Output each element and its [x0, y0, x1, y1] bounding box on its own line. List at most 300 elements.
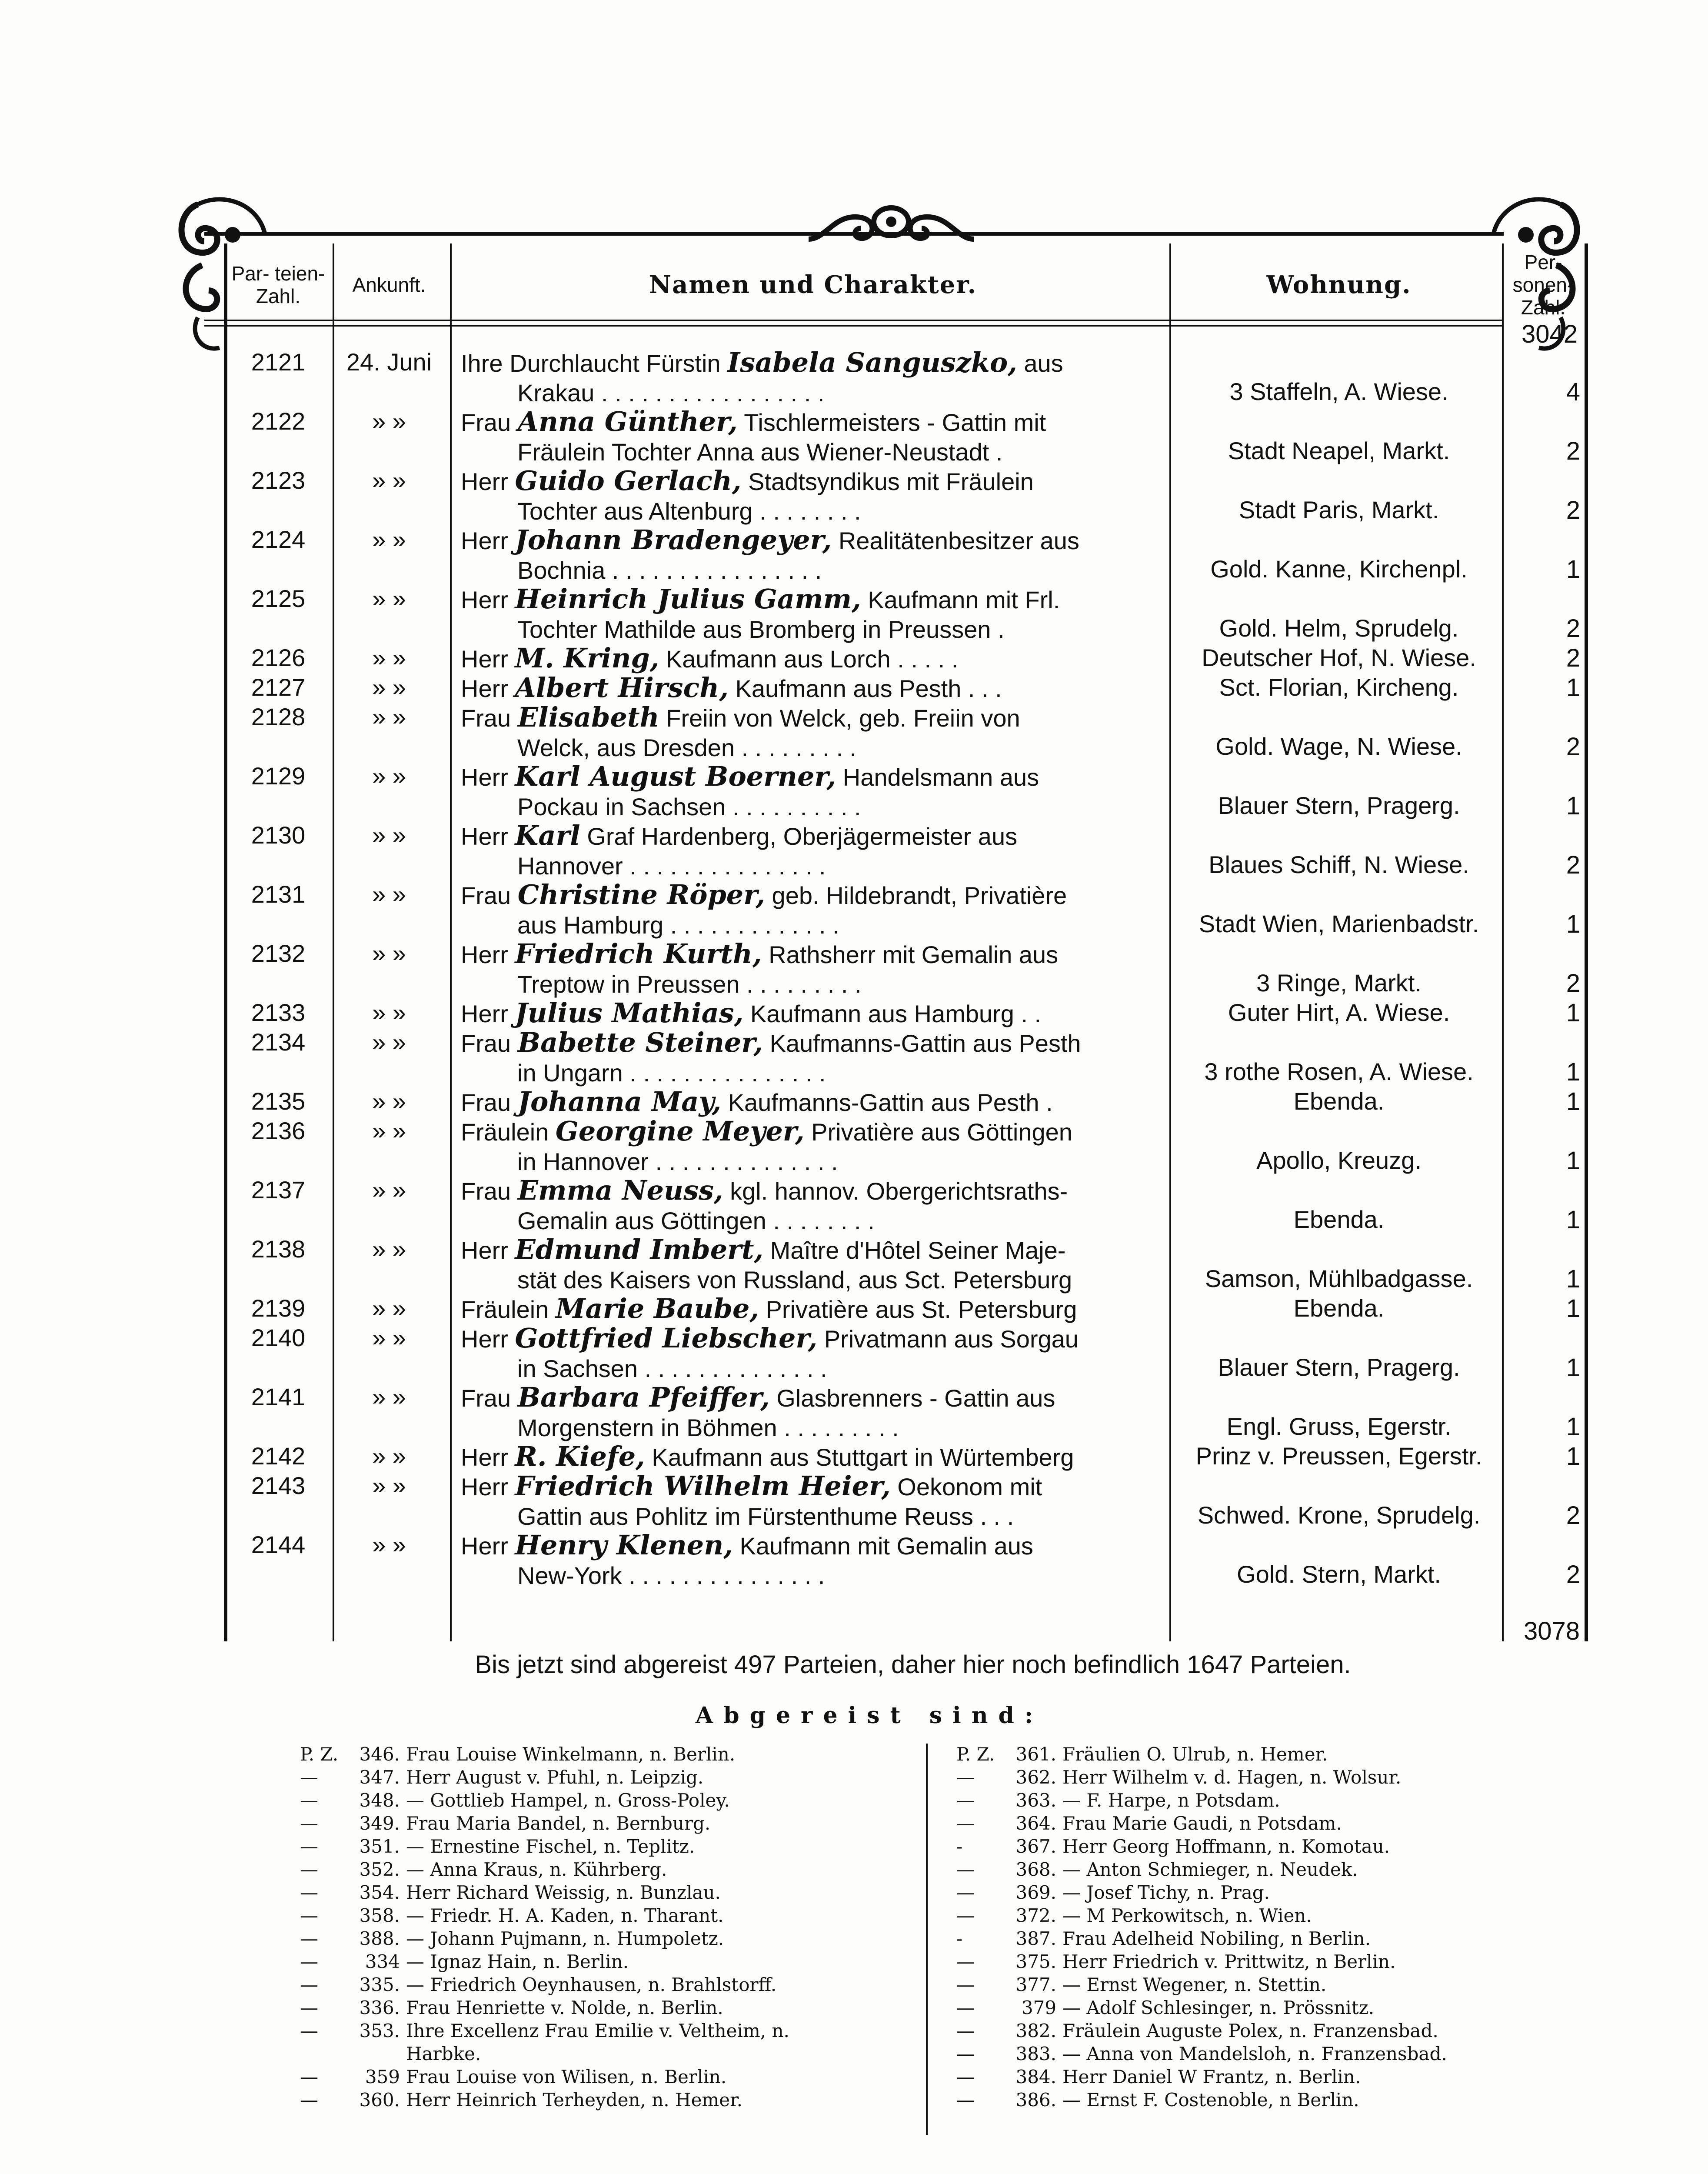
guest-description: Kaufmann mit Gemalin aus: [732, 1532, 1033, 1560]
guest-title: Ihre Durchlaucht Fürstin: [461, 350, 721, 377]
guest-name-character: [461, 407, 1156, 467]
guest-description: Graf Hardenberg, Oberjägermeister aus: [580, 823, 1018, 850]
departed-text: Ihre Excellenz Frau Emilie v. Veltheim, n.: [406, 2020, 789, 2041]
arrival-date: » »: [372, 585, 406, 612]
pz-label: —: [300, 2066, 318, 2087]
arrival-date: » »: [372, 1235, 406, 1263]
departed-item: [300, 1951, 952, 1974]
abgereist-heading: Abgereist sind:: [695, 1702, 1044, 1729]
lodging: 3 rothe Rosen, A. Wiese.: [1204, 1058, 1474, 1085]
departed-item: [956, 2089, 1608, 2112]
pz-label: —: [956, 2089, 975, 2111]
departed-text: Herr Friedrich v. Prittwitz, n Berlin.: [1062, 1951, 1396, 1972]
guest-name: Gottfried Liebscher,: [515, 1322, 818, 1354]
guest-name-character: [461, 939, 1156, 999]
guest-name: R. Kiefe,: [515, 1440, 645, 1472]
departed-text: Frau Adelheid Nobiling, n Berlin.: [1062, 1928, 1371, 1949]
guest-name-character: [461, 525, 1156, 585]
partei-number: 2128: [251, 703, 306, 730]
guest-title: Herr: [461, 586, 508, 614]
guest-title: Herr: [461, 468, 508, 495]
pz-label: —: [956, 2043, 975, 2064]
arrival-date: » »: [372, 644, 406, 671]
person-count: 2: [1566, 851, 1580, 879]
departed-text: — Ernestine Fischel, n. Teplitz.: [406, 1836, 695, 1857]
guest-description: Kaufmanns-Gattin aus Pesth .: [721, 1089, 1053, 1116]
pz-label: —: [300, 1905, 318, 1926]
lodging: Ebenda.: [1293, 1087, 1385, 1115]
pz-number: 361.: [1015, 1744, 1056, 1765]
pz-label: —: [956, 2020, 975, 2041]
guest-name-character: [461, 1324, 1156, 1384]
pz-label: -: [956, 1928, 963, 1949]
pz-number: 368.: [1015, 1859, 1056, 1880]
arrival-date: » »: [372, 1531, 406, 1558]
guest-name: Henry Klenen,: [515, 1529, 733, 1561]
person-count: 2: [1566, 969, 1580, 997]
guest-name: Christine Röper,: [517, 879, 765, 910]
header-namen-und-charakter: Namen und Charakter.: [649, 270, 977, 299]
guest-title: Frau: [461, 409, 511, 436]
lodging: Stadt Neapel, Markt.: [1228, 437, 1450, 464]
lodging: 3 Ringe, Markt.: [1256, 969, 1422, 997]
guest-name-character: [461, 673, 1156, 704]
departed-text: Herr Daniel W Frantz, n. Berlin.: [1062, 2066, 1361, 2087]
lodging: Sct. Florian, Kircheng.: [1219, 674, 1459, 701]
arrival-date: » »: [372, 1324, 406, 1351]
guest-description: Glasbrenners - Gattin aus: [769, 1384, 1055, 1412]
lodging: Schwed. Krone, Sprudelg.: [1197, 1501, 1481, 1529]
departed-item: [956, 1928, 1608, 1951]
partei-number: 2144: [251, 1531, 306, 1558]
pz-label: —: [300, 1974, 318, 1995]
partei-number: 2127: [251, 674, 306, 701]
departed-divider: [926, 1744, 928, 2135]
arrival-date: » »: [372, 1087, 406, 1115]
departed-item: [300, 1813, 952, 1836]
person-count: 1: [1566, 1294, 1580, 1323]
arrival-date: » »: [372, 880, 406, 908]
pz-number: 387.: [1015, 1928, 1056, 1949]
lodging: Samson, Mühlbadgasse.: [1205, 1265, 1473, 1292]
guest-title: Herr: [461, 1237, 508, 1264]
person-count: 2: [1566, 614, 1580, 643]
person-count: 1: [1566, 792, 1580, 820]
partei-number: 2124: [251, 526, 306, 553]
pz-number: 363.: [1015, 1790, 1056, 1811]
guest-title: Herr: [461, 527, 508, 554]
guest-name-character: [461, 1117, 1156, 1177]
guest-name: Georgine Meyer,: [555, 1115, 805, 1147]
departed-text: Frau Maria Bandel, n. Bernburg.: [406, 1813, 711, 1834]
guest-title: Herr: [461, 1000, 508, 1027]
arrival-date: » »: [372, 762, 406, 790]
departed-item: [300, 2066, 952, 2089]
guest-description-line2: Gattin aus Pohlitz im Fürstenthume Reuss . . .: [517, 1503, 1014, 1530]
guest-description: Kaufmann aus Pesth . . .: [728, 675, 1002, 702]
pz-number: 388.: [359, 1928, 400, 1949]
pz-number: 367.: [1015, 1836, 1056, 1857]
departed-item: [956, 2020, 1608, 2043]
guest-description: Kaufmanns-Gattin aus Pesth: [763, 1030, 1081, 1057]
pz-label: —: [300, 1997, 318, 2018]
guest-name-character: [461, 998, 1156, 1029]
departed-item: [956, 1859, 1608, 1882]
arrival-date: » »: [372, 407, 406, 435]
person-count: 1: [1566, 1206, 1580, 1234]
pz-number: 377.: [1015, 1974, 1056, 1995]
guest-name-character: [461, 880, 1156, 940]
departed-item: [956, 1882, 1608, 1905]
guest-name: Guido Gerlach,: [515, 465, 742, 497]
arrival-date: » »: [372, 1028, 406, 1056]
arrival-date: » »: [372, 467, 406, 494]
person-count: 1: [1566, 1442, 1580, 1470]
person-count: 1: [1566, 1354, 1580, 1382]
pz-label: —: [956, 1790, 975, 1811]
guest-name-character: [461, 466, 1156, 526]
guest-title: Herr: [461, 675, 508, 702]
guest-description-line2: in Ungarn . . . . . . . . . . . . . . .: [517, 1059, 826, 1087]
departed-item: [956, 1836, 1608, 1859]
departed-item: [300, 2043, 952, 2066]
lodging: Engl. Gruss, Egerstr.: [1226, 1413, 1452, 1440]
person-count: 4: [1566, 378, 1580, 406]
person-count: 1: [1566, 999, 1580, 1027]
guest-name-character: [461, 1294, 1156, 1324]
guest-name-character: [461, 1442, 1156, 1472]
guest-name-character: [461, 1176, 1156, 1236]
lodging: Ebenda.: [1293, 1294, 1385, 1322]
departed-text: — Friedrich Oeynhausen, n. Brahlstorff.: [406, 1974, 777, 1995]
guest-title: Frau: [461, 704, 511, 732]
guest-name: Friedrich Wilhelm Heier,: [515, 1470, 891, 1502]
partei-number: 2140: [251, 1324, 306, 1351]
departed-item: [300, 2020, 952, 2043]
guest-description: Privatière aus St. Petersburg: [759, 1296, 1077, 1323]
guest-description-line2: Tochter aus Altenburg . . . . . . . .: [517, 497, 861, 525]
departed-text: Fräulein Auguste Polex, n. Franzensbad.: [1062, 2020, 1438, 2041]
lodging: Gold. Stern, Markt.: [1237, 1560, 1441, 1588]
pz-label: —: [956, 1905, 975, 1926]
guest-name: Emma Neuss,: [517, 1174, 723, 1206]
departed-text: Herr Richard Weissig, n. Bunzlau.: [406, 1882, 721, 1903]
pz-label: —: [956, 1997, 975, 2018]
arrival-date: » »: [372, 1176, 406, 1204]
departed-item: [956, 1997, 1608, 2020]
guest-name-character: [461, 1087, 1156, 1117]
arrival-date: » »: [372, 999, 406, 1026]
departed-text: — Josef Tichy, n. Prag.: [1062, 1882, 1270, 1903]
departed-text: Herr Georg Hoffmann, n. Komotau.: [1062, 1836, 1390, 1857]
arrival-date: » »: [372, 1442, 406, 1470]
person-count: 1: [1566, 1413, 1580, 1441]
guest-name: Albert Hirsch,: [515, 672, 729, 704]
partei-number: 2133: [251, 999, 306, 1026]
guest-name-character: [461, 821, 1156, 881]
pz-label: P. Z.: [956, 1744, 995, 1765]
header-parteien-zahl: Par- teien- Zahl.: [231, 262, 325, 307]
pz-number: 334: [365, 1951, 400, 1972]
lodging: Deutscher Hof, N. Wiese.: [1202, 644, 1476, 671]
guest-title: Herr: [461, 823, 508, 850]
departed-item: [956, 2066, 1608, 2089]
end-total: 3078: [1524, 1617, 1580, 1645]
departed-text: — Ernst F. Costenoble, n Berlin.: [1062, 2089, 1359, 2111]
guest-description-line2: Tochter Mathilde aus Bromberg in Preussen .: [517, 616, 1005, 643]
departed-list-right: [956, 1744, 1608, 2112]
partei-number: 2142: [251, 1442, 306, 1470]
person-count: 2: [1566, 1501, 1580, 1530]
partei-number: 2121: [251, 348, 306, 376]
lodging: Gold. Wage, N. Wiese.: [1215, 733, 1462, 760]
guest-title: Herr: [461, 941, 508, 968]
person-count: 1: [1566, 910, 1580, 938]
guest-description-line2: Treptow in Preussen . . . . . . . . .: [517, 970, 862, 998]
departed-list-left: [300, 1744, 952, 2112]
guest-title: Herr: [461, 764, 508, 791]
departed-item: [956, 1767, 1608, 1790]
guest-title: Herr: [461, 1473, 508, 1500]
departed-item: [300, 1997, 952, 2020]
guest-description-line2: in Hannover . . . . . . . . . . . . . .: [517, 1148, 838, 1175]
guest-description: Kaufmann aus Stuttgart in Würtemberg: [645, 1444, 1074, 1471]
pz-number: 348.: [359, 1790, 400, 1811]
departed-item: [300, 1836, 952, 1859]
pz-number: 382.: [1015, 2020, 1056, 2041]
guest-description: Handelsmann aus: [836, 764, 1039, 791]
guest-description-line2: in Sachsen . . . . . . . . . . . . . .: [517, 1355, 827, 1382]
person-count: 2: [1566, 437, 1580, 465]
departed-item: [300, 1744, 952, 1767]
guest-description-line2: Bochnia . . . . . . . . . . . . . . . .: [517, 557, 822, 584]
departed-item: [300, 1905, 952, 1928]
guest-title: Frau: [461, 882, 511, 909]
pz-label: —: [300, 1767, 318, 1788]
departed-text: — Anton Schmieger, n. Neudek.: [1062, 1859, 1358, 1880]
pz-label: —: [300, 1928, 318, 1949]
pz-number: 349.: [359, 1813, 400, 1834]
partei-number: 2132: [251, 940, 306, 967]
header-top-rule: [204, 232, 1504, 236]
guest-description: Rathsherr mit Gemalin aus: [762, 941, 1059, 968]
lodging: Blauer Stern, Pragerg.: [1218, 792, 1460, 819]
partei-number: 2123: [251, 467, 306, 494]
guest-description-line2: Morgenstern in Böhmen . . . . . . . . .: [517, 1414, 899, 1441]
guest-name: Johann Bradengeyer,: [515, 524, 832, 556]
pz-label: —: [300, 1951, 318, 1972]
pz-number: 372.: [1015, 1905, 1056, 1926]
pz-number: 335.: [359, 1974, 400, 1995]
partei-number: 2130: [251, 821, 306, 849]
guest-description-line2: Pockau in Sachsen . . . . . . . . . .: [517, 793, 861, 820]
partei-number: 2131: [251, 880, 306, 908]
departed-text: Fräulien O. Ulrub, n. Hemer.: [1062, 1744, 1328, 1765]
guest-description-line2: Welck, aus Dresden . . . . . . . . .: [517, 734, 857, 761]
departed-item: [956, 1790, 1608, 1813]
guest-description-line2: stät des Kaisers von Russland, aus Sct. Petersburg: [517, 1266, 1072, 1294]
departed-item: [300, 1882, 952, 1905]
column-line: [1169, 243, 1171, 1641]
departed-item: [300, 1859, 952, 1882]
guest-name: Friedrich Kurth,: [515, 938, 762, 970]
guest-description-line2: aus Hamburg . . . . . . . . . . . . .: [517, 911, 839, 939]
pz-label: P. Z.: [300, 1744, 339, 1765]
pz-number: 384.: [1015, 2066, 1056, 2087]
carry-over-total: 3042: [1522, 320, 1578, 348]
departed-item: [956, 1744, 1608, 1767]
departed-text: Harbke.: [406, 2043, 481, 2064]
person-count: 1: [1566, 1058, 1580, 1086]
departed-text: Frau Louise von Wilisen, n. Berlin.: [406, 2066, 727, 2087]
header-wohnung: Wohnung.: [1266, 270, 1412, 299]
departed-text: — F. Harpe, n Potsdam.: [1062, 1790, 1280, 1811]
arrival-date: » »: [372, 674, 406, 701]
guest-name: Anna Günther,: [517, 406, 738, 437]
guest-description: Privatmann aus Sorgau: [817, 1325, 1079, 1353]
pz-label: -: [956, 1836, 963, 1857]
guest-description-line2: Hannover . . . . . . . . . . . . . . .: [517, 852, 826, 880]
guest-name-character: [461, 644, 1156, 674]
guest-description: Freiin von Welck, geb. Freiin von: [659, 704, 1020, 732]
pz-number: 354.: [359, 1882, 400, 1903]
guest-description: Stadtsyndikus mit Fräulein: [741, 468, 1034, 495]
partei-number: 2143: [251, 1472, 306, 1499]
guest-description-line2: Krakau . . . . . . . . . . . . . . . . .: [517, 379, 825, 407]
arrival-date: » »: [372, 703, 406, 730]
departed-text: — Anna Kraus, n. Kührberg.: [406, 1859, 667, 1880]
guest-description: aus: [1017, 350, 1063, 377]
pz-number: 362.: [1015, 1767, 1056, 1788]
guest-description: Oekonom mit: [890, 1473, 1042, 1500]
column-line: [333, 243, 334, 1641]
person-count: 1: [1566, 1087, 1580, 1116]
arrival-date: » »: [372, 1472, 406, 1499]
guest-name-character: [461, 1235, 1156, 1295]
pz-number: 383.: [1015, 2043, 1056, 2064]
partei-number: 2137: [251, 1176, 306, 1204]
departed-text: — Friedr. H. A. Kaden, n. Tharant.: [406, 1905, 724, 1926]
pz-number: 364.: [1015, 1813, 1056, 1834]
guest-name-character: [461, 703, 1156, 763]
person-count: 2: [1566, 496, 1580, 524]
guest-title: Herr: [461, 1532, 508, 1560]
departed-item: [300, 1767, 952, 1790]
guest-description-line2: Gemalin aus Göttingen . . . . . . . .: [517, 1207, 875, 1234]
lodging: Ebenda.: [1293, 1206, 1385, 1233]
pz-number: 379: [1021, 1997, 1056, 2018]
pz-number: 352.: [359, 1859, 400, 1880]
pz-number: 358.: [359, 1905, 400, 1926]
pz-label: —: [956, 1951, 975, 1972]
guest-name: Isabela Sanguszko,: [727, 347, 1017, 378]
partei-number: 2139: [251, 1294, 306, 1322]
person-count: 1: [1566, 1147, 1580, 1175]
partei-number: 2136: [251, 1117, 306, 1144]
departed-item: [956, 2043, 1608, 2066]
pz-number: 347.: [359, 1767, 400, 1788]
pz-number: 353.: [359, 2020, 400, 2041]
arrival-date: » »: [372, 1383, 406, 1410]
guest-description: Maître d'Hôtel Seiner Maje-: [763, 1237, 1066, 1264]
arrival-date: » »: [372, 1294, 406, 1322]
guest-description: Tischlermeisters - Gattin mit: [737, 409, 1046, 436]
guest-title: Herr: [461, 645, 508, 673]
lodging: Guter Hirt, A. Wiese.: [1228, 999, 1450, 1026]
guest-title: Frau: [461, 1384, 511, 1412]
departed-text: — Adolf Schlesinger, n. Prössnitz.: [1062, 1997, 1375, 2018]
guest-description-line2: New-York . . . . . . . . . . . . . . .: [517, 1562, 825, 1589]
column-line: [450, 243, 452, 1641]
partei-number: 2126: [251, 644, 306, 671]
guest-name-character: [461, 348, 1156, 408]
departed-text: — Gottlieb Hampel, n. Gross-Poley.: [406, 1790, 730, 1811]
guest-name: M. Kring,: [515, 642, 659, 674]
guest-name: Elisabeth: [517, 701, 659, 733]
departed-text: Herr August v. Pfuhl, n. Leipzig.: [406, 1767, 704, 1788]
departed-text: — Johann Pujmann, n. Humpoletz.: [406, 1928, 724, 1949]
pz-label: —: [300, 2020, 318, 2041]
pz-label: —: [300, 1882, 318, 1903]
pz-number: 369.: [1015, 1882, 1056, 1903]
pz-number: 386.: [1015, 2089, 1056, 2111]
person-count: 2: [1566, 644, 1580, 672]
guest-title: Fräulein: [461, 1296, 549, 1323]
guest-description: Kaufmann aus Hamburg . .: [743, 1000, 1042, 1027]
pz-number: 375.: [1015, 1951, 1056, 1972]
pz-label: —: [300, 1790, 318, 1811]
departed-text: — Ernst Wegener, n. Stettin.: [1062, 1974, 1327, 1995]
guest-name-character: [461, 762, 1156, 822]
departed-text: — Ignaz Hain, n. Berlin.: [406, 1951, 629, 1972]
guest-name: Marie Baube,: [555, 1293, 759, 1324]
departed-text: Frau Marie Gaudi, n Potsdam.: [1062, 1813, 1342, 1834]
guest-name: Karl: [515, 820, 580, 851]
pz-label: —: [300, 1813, 318, 1834]
guest-name-character: [461, 1530, 1156, 1590]
guest-description: geb. Hildebrandt, Privatière: [765, 882, 1067, 909]
pz-label: —: [300, 2089, 318, 2111]
guest-name-character: [461, 1028, 1156, 1088]
partei-number: 2134: [251, 1028, 306, 1056]
guest-description-line2: Fräulein Tochter Anna aus Wiener-Neustadt .: [517, 438, 1003, 466]
guest-name: Barbara Pfeiffer,: [517, 1381, 770, 1413]
partei-number: 2129: [251, 762, 306, 790]
guest-description: kgl. hannov. Obergerichtsraths-: [723, 1177, 1068, 1205]
person-count: 2: [1566, 733, 1580, 761]
pz-label: —: [956, 1767, 975, 1788]
arrival-date: » »: [372, 940, 406, 967]
person-count: 1: [1566, 674, 1580, 702]
guest-description: Realitätenbesitzer aus: [832, 527, 1079, 554]
person-count: 1: [1566, 555, 1580, 584]
guest-description: Privatière aus Göttingen: [804, 1118, 1072, 1146]
departed-item: [956, 1974, 1608, 1997]
guest-description: Kaufmann aus Lorch . . . . .: [659, 645, 959, 673]
partei-number: 2135: [251, 1087, 306, 1115]
column-line: [1585, 243, 1588, 1641]
lodging: Stadt Paris, Markt.: [1239, 496, 1439, 523]
guest-title: Fräulein: [461, 1118, 549, 1146]
partei-number: 2138: [251, 1235, 306, 1263]
arrival-date: » »: [372, 1117, 406, 1144]
header-personen-zahl: Per- sonen- Zahl.: [1512, 251, 1574, 319]
pz-number: 351.: [359, 1836, 400, 1857]
lodging: 3 Staffeln, A. Wiese.: [1229, 378, 1448, 405]
pz-label: —: [956, 1882, 975, 1903]
center-ornament-icon: [800, 196, 982, 248]
guest-title: Herr: [461, 1325, 508, 1353]
